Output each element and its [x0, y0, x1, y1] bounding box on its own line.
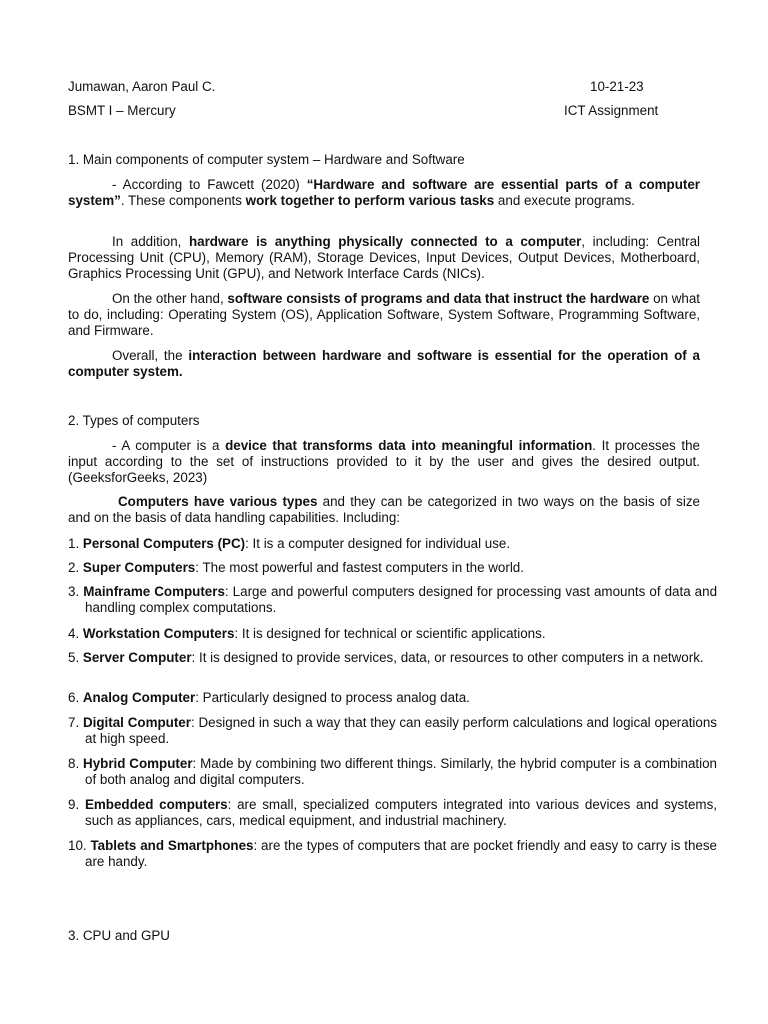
- list-item: 3. Mainframe Computers: Large and powerful computers designed for processing vast amounts of data and handling complex computations.: [68, 584, 718, 615]
- list-item: 2. Super Computers: The most powerful and fastest computers in the world.: [68, 560, 524, 575]
- list-item: 8. Hybrid Computer: Made by combining two different things. Similarly, the hybrid computer is a combination of both analog and digital computers.: [68, 756, 717, 787]
- list-item: 9. Embedded computers: are small, specialized computers integrated into various devices and systems, such as appliances, cars, medical equipment, and industrial machinery.: [68, 797, 717, 828]
- student-name: Jumawan, Aaron Paul C.: [68, 79, 216, 94]
- list-item: 1. Personal Computers (PC): It is a computer designed for individual use.: [68, 536, 511, 551]
- date: 10-21-23: [590, 79, 644, 94]
- section-2-heading: 2. Types of computers: [68, 413, 200, 428]
- section-name: BSMT I – Mercury: [68, 103, 176, 118]
- list-item: 6. Analog Computer: Particularly designed to process analog data.: [68, 690, 470, 705]
- s2-paragraph-2: Computers have various types and they can be categorized in two ways on the basis of size and on the basis of data handling capabilities. Including:: [68, 494, 700, 525]
- s2-paragraph-1: - A computer is a device that transforms data into meaningful information. It processes the input according to the set of instructions provided to it by the user and gives the desired output. (GeeksforGeeks, 2023): [68, 438, 701, 485]
- list-item: 10. Tablets and Smartphones: are the types of computers that are pocket friendly and easy to carry is these are handy.: [68, 838, 718, 869]
- assignment-title: ICT Assignment: [564, 103, 659, 118]
- section-3-heading: 3. CPU and GPU: [68, 928, 170, 943]
- list-item: 7. Digital Computer: Designed in such a way that they can easily perform calculations and logical operations at high speed.: [68, 715, 717, 746]
- s1-paragraph-3: On the other hand, software consists of programs and data that instruct the hardware on what to do, including: Operating System (OS), Application Software, System Software, Programming Software, and Firmware.: [68, 291, 701, 338]
- list-item: 4. Workstation Computers: It is designed for technical or scientific applications.: [68, 626, 546, 641]
- list-item: 5. Server Computer: It is designed to provide services, data, or resources to other computers in a network.: [68, 650, 704, 665]
- s1-paragraph-1: - According to Fawcett (2020) “Hardware and software are essential parts of a computer system”. These components work together to perform various tasks and execute programs.: [68, 177, 701, 208]
- s1-paragraph-4: Overall, the interaction between hardware and software is essential for the operation of a computer system.: [68, 348, 700, 379]
- section-1-heading: 1. Main components of computer system – Hardware and Software: [68, 152, 465, 167]
- s1-paragraph-2: In addition, hardware is anything physically connected to a computer, including: Central Processing Unit (CPU), Memory (RAM), Storage Devices, Input Devices, Output Devices, Motherboard, Graphics Processing Unit (GPU), and Network Interface Cards (NICs).: [68, 234, 701, 281]
